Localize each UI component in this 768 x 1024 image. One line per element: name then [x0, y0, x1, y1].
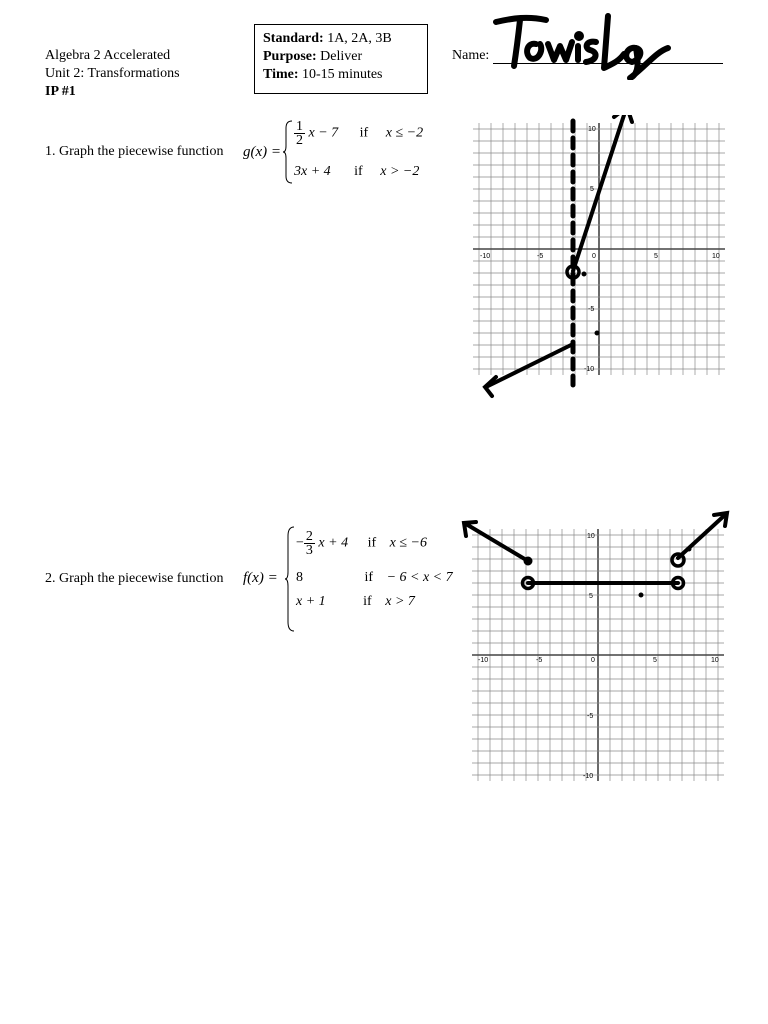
g2-ytick-neg10: -10 [583, 773, 594, 780]
graph-2 [460, 510, 735, 792]
problem-1-brace [282, 120, 294, 184]
p2-piece2-cond: − 6 < x < 7 [386, 570, 453, 585]
purpose-value: Deliver [320, 49, 363, 64]
g2-xtick-5: 5 [653, 657, 657, 664]
g2-dot-b [639, 593, 643, 597]
graph-1 [470, 115, 730, 400]
g1-ytick-neg10: -10 [584, 366, 595, 373]
g2-closed-dot [524, 557, 532, 565]
p2-piece3-expr: x + 1 [296, 594, 326, 609]
problem-2-prompt: 2. Graph the piecewise function [45, 571, 224, 586]
g1-xtick-neg10: -10 [480, 253, 491, 260]
p2-piece2-expr: 8 [296, 570, 303, 585]
p2-piece1-if: if [367, 535, 377, 551]
problem-1-function-name: g(x) = [243, 144, 282, 160]
p1-piece2-expr: 3x + 4 [294, 164, 331, 179]
g2-line-left [466, 524, 528, 561]
g1-xtick-0: 0 [592, 253, 596, 260]
problem-2-function-name: f(x) = [243, 570, 278, 586]
graph-1-gridlines [473, 123, 725, 375]
g1-dot-a [582, 272, 586, 276]
g2-ytick-neg5: -5 [587, 713, 594, 720]
g1-xtick-neg5: -5 [537, 253, 544, 260]
time-value: 10-15 minutes [302, 67, 383, 82]
g2-dot-a [687, 547, 691, 551]
ip-label: IP #1 [45, 84, 76, 99]
p2-piece3-if: if [363, 594, 372, 609]
p1-piece1-if: if [359, 125, 369, 141]
p1-piece1-cond: x ≤ −2 [385, 125, 424, 141]
p2-piece2-if: if [364, 570, 374, 585]
p2-piece1-expr: x + 4 [318, 535, 349, 551]
p1-frac-num: 1 [296, 119, 303, 134]
g1-dot-b [595, 331, 599, 335]
g1-line-left [486, 344, 573, 387]
standard-value: 1A, 2A, 3B [327, 31, 392, 46]
p2-piece1-cond: x ≤ −6 [389, 535, 427, 551]
problem-2-brace [284, 526, 296, 632]
g1-xtick-5: 5 [654, 253, 658, 260]
p1-piece2-if: if [354, 164, 363, 179]
g2-ytick-10: 10 [587, 533, 595, 540]
p2-frac-num: 2 [305, 529, 313, 544]
g2-xtick-neg5: -5 [536, 657, 543, 664]
handwritten-signature [488, 8, 673, 80]
p1-frac-den: 2 [296, 133, 303, 148]
g2-xtick-10: 10 [711, 657, 719, 664]
g2-xtick-neg10: -10 [478, 657, 489, 664]
g2-line-right [678, 514, 726, 558]
p1-piece2-cond: x > −2 [380, 164, 420, 179]
p2-frac-den: 3 [305, 543, 313, 558]
p1-piece1-expr: x − 7 [308, 125, 339, 141]
worksheet-header [45, 47, 180, 101]
g1-ytick-5: 5 [590, 186, 594, 193]
p2-piece3-cond: x > 7 [385, 594, 415, 609]
problem-1-prompt: 1. Graph the piecewise function [45, 144, 224, 159]
g2-xtick-0: 0 [591, 657, 595, 664]
g2-ytick-5: 5 [589, 593, 593, 600]
standard-box [254, 24, 428, 94]
standard-label: Standard: [263, 31, 324, 46]
graph-2-gridlines [472, 529, 724, 781]
name-label: Name: [452, 48, 490, 63]
g1-ytick-10: 10 [588, 126, 596, 133]
time-label: Time: [263, 67, 299, 82]
unit-title: Unit 2: Transformations [45, 66, 180, 81]
g1-ytick-neg5: -5 [588, 306, 595, 313]
p2-sign: − [296, 535, 304, 551]
g1-xtick-10: 10 [712, 253, 720, 260]
course-title: Algebra 2 Accelerated [45, 48, 171, 63]
purpose-label: Purpose: [263, 49, 317, 64]
